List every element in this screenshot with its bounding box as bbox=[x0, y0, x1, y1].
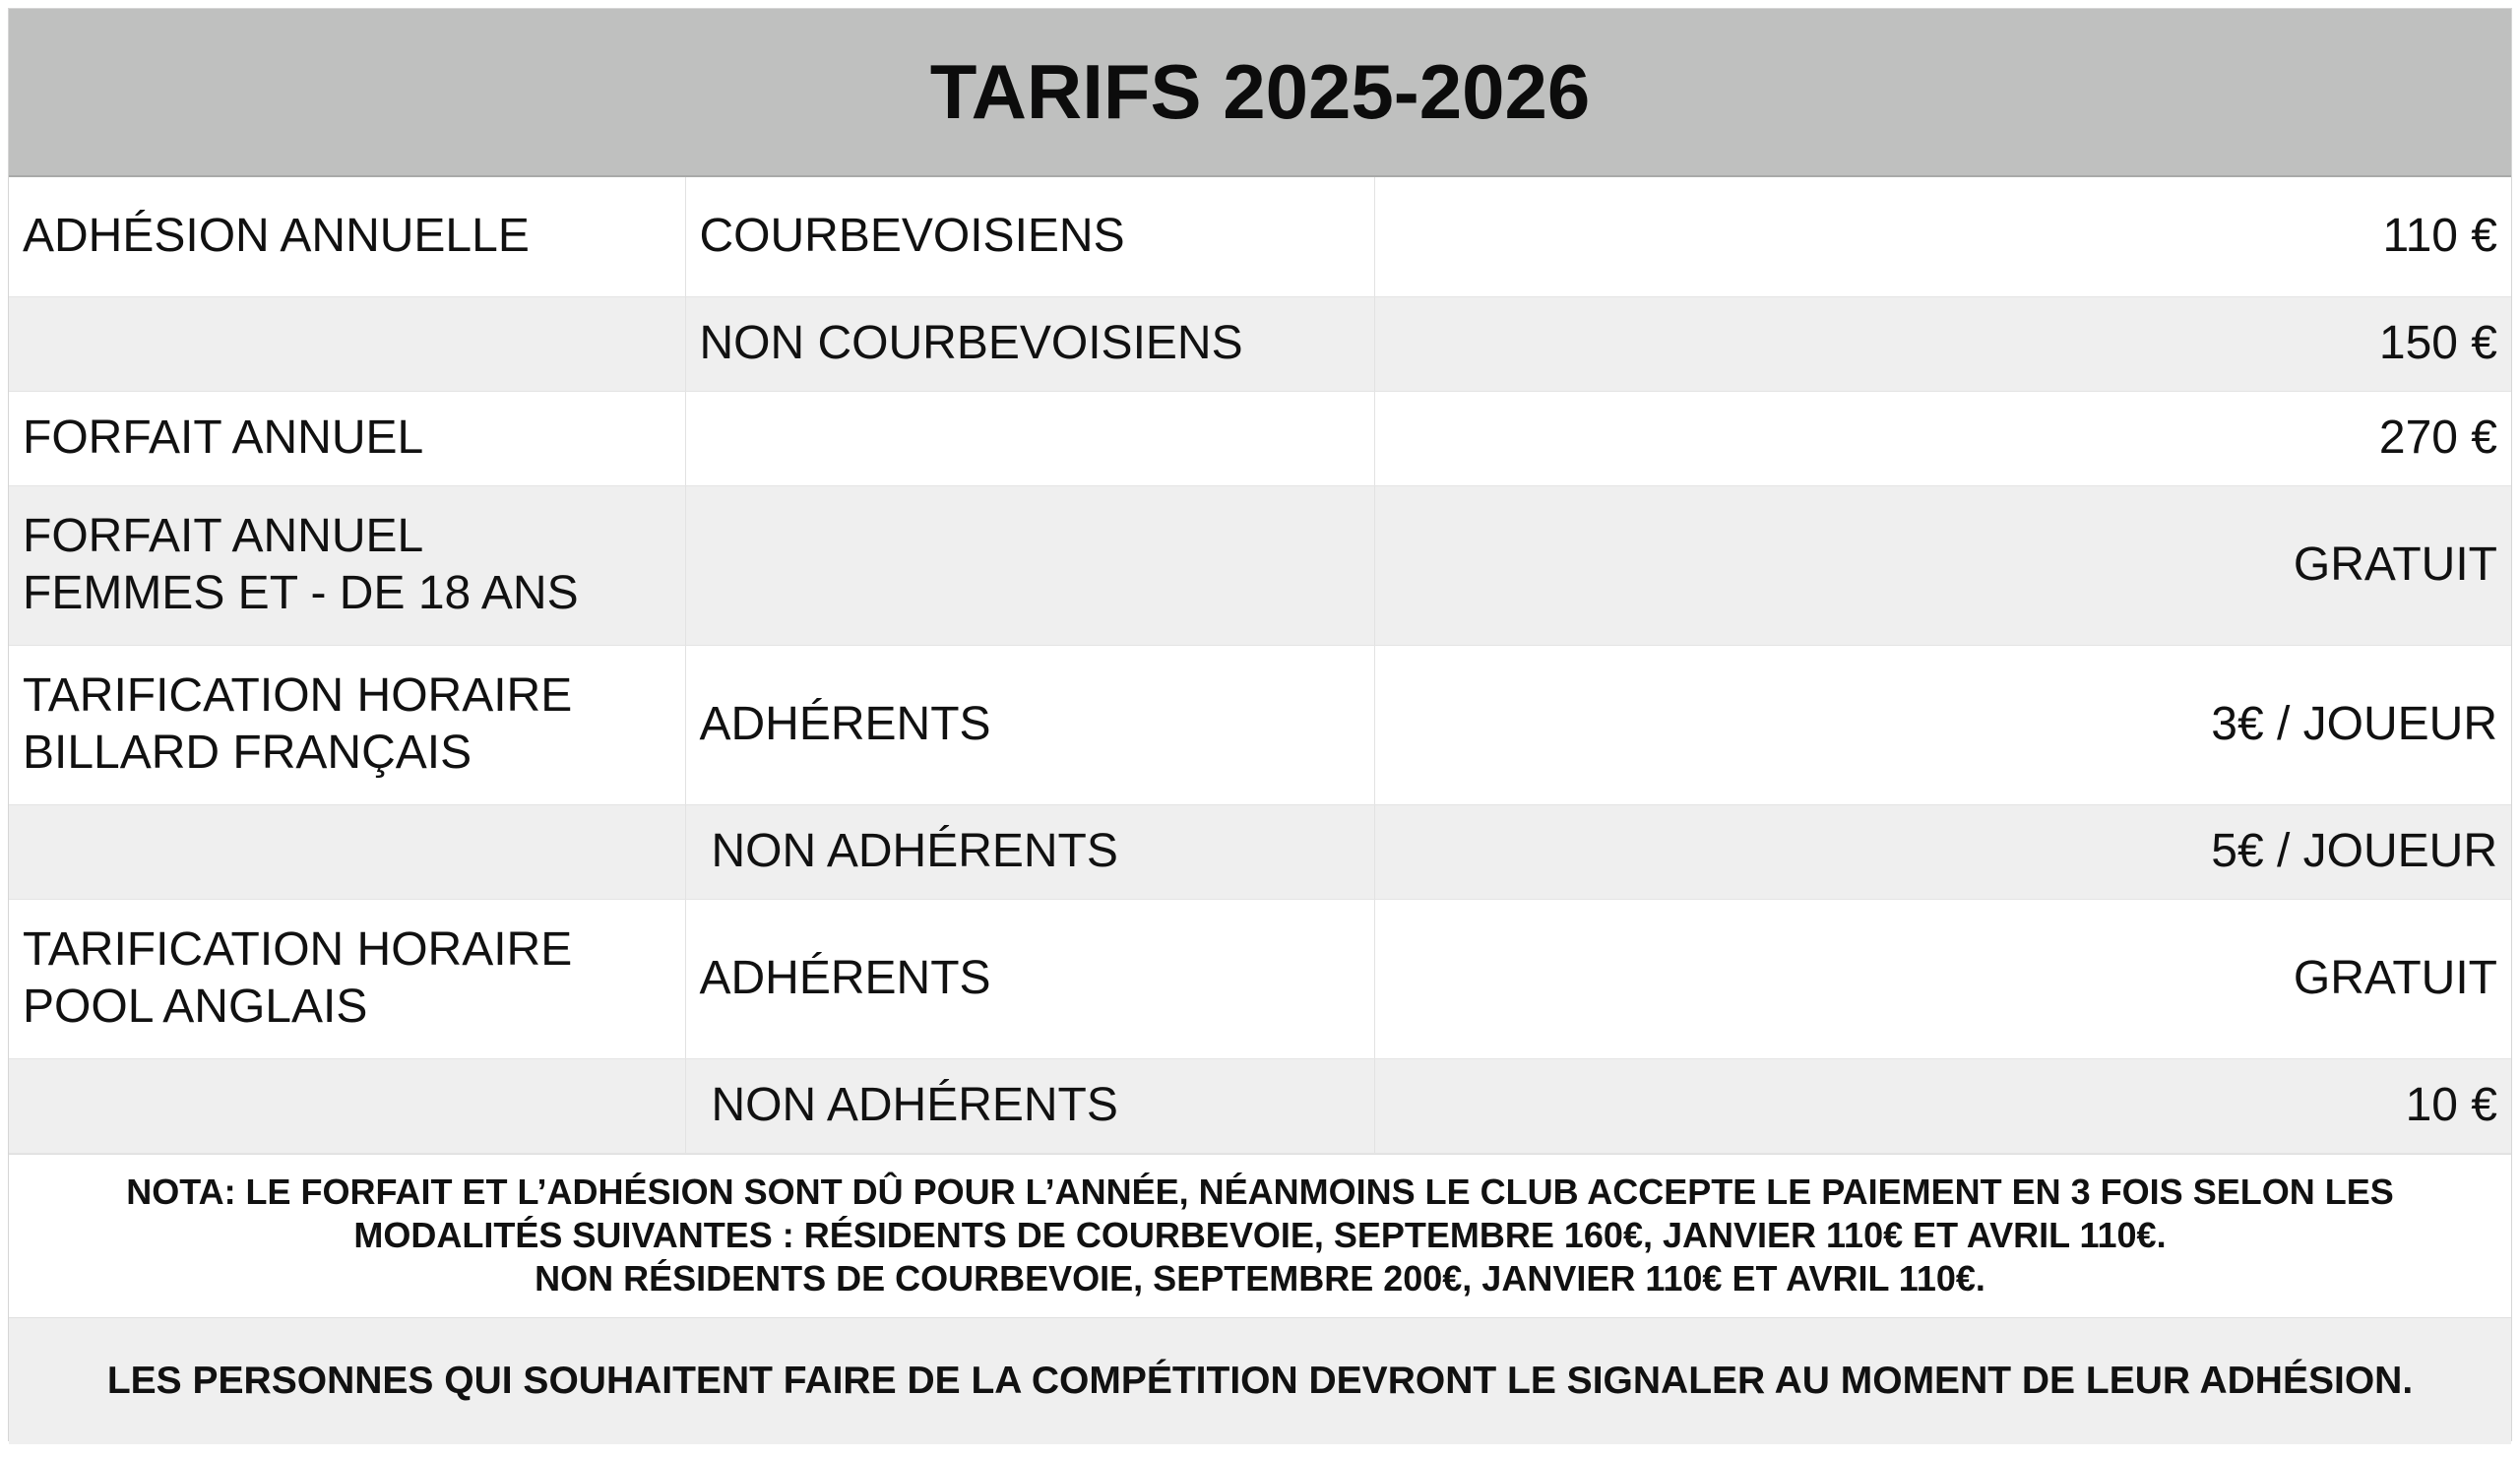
table-row bbox=[9, 296, 2511, 391]
category-cell bbox=[9, 296, 685, 391]
category-cell bbox=[9, 1058, 685, 1153]
category-line: FEMMES ET - DE 18 ANS bbox=[23, 567, 579, 619]
category-cell bbox=[9, 485, 685, 645]
subcategory-cell: NON ADHÉRENTS bbox=[685, 1058, 1374, 1153]
table-row bbox=[9, 899, 2511, 1058]
price-cell: 5€ / JOUEUR bbox=[1374, 804, 2511, 899]
tariff-table bbox=[9, 177, 2511, 1154]
note-line: NON RÉSIDENTS DE COURBEVOIE, SEPTEMBRE 200€, JANVIER 110€ ET AVRIL 110€. bbox=[535, 1258, 1985, 1299]
price-cell: GRATUIT bbox=[1374, 899, 2511, 1058]
table-row bbox=[9, 1058, 2511, 1153]
price-cell: 10 € bbox=[1374, 1058, 2511, 1153]
category-line: TARIFICATION HORAIRE bbox=[23, 923, 573, 976]
price-cell: 150 € bbox=[1374, 296, 2511, 391]
price-cell: 270 € bbox=[1374, 391, 2511, 485]
subcategory-cell bbox=[685, 485, 1374, 645]
category-cell bbox=[9, 391, 685, 485]
table-row bbox=[9, 391, 2511, 485]
note-line: MODALITÉS SUIVANTES : RÉSIDENTS DE COURBEVOIE, SEPTEMBRE 160€, JANVIER 110€ ET AVRIL 110€. bbox=[353, 1215, 2167, 1255]
page-title: TARIFS 2025-2026 bbox=[929, 48, 1591, 135]
price-cell: 110 € bbox=[1374, 177, 2511, 296]
category-cell bbox=[9, 804, 685, 899]
category-line: POOL ANGLAIS bbox=[23, 981, 368, 1033]
tariff-sheet bbox=[8, 8, 2512, 1441]
category-line: FORFAIT ANNUEL bbox=[23, 412, 424, 464]
table-row bbox=[9, 645, 2511, 804]
subcategory-cell: COURBEVOISIENS bbox=[685, 177, 1374, 296]
subcategory-cell: NON ADHÉRENTS bbox=[685, 804, 1374, 899]
category-line: FORFAIT ANNUEL bbox=[23, 510, 424, 562]
category-line: TARIFICATION HORAIRE bbox=[23, 669, 573, 722]
category-cell bbox=[9, 645, 685, 804]
price-cell: 3€ / JOUEUR bbox=[1374, 645, 2511, 804]
subcategory-cell: NON COURBEVOISIENS bbox=[685, 296, 1374, 391]
subcategory-cell: ADHÉRENTS bbox=[685, 645, 1374, 804]
table-row bbox=[9, 177, 2511, 296]
table-row bbox=[9, 485, 2511, 645]
subcategory-cell bbox=[685, 391, 1374, 485]
subcategory-cell: ADHÉRENTS bbox=[685, 899, 1374, 1058]
price-cell: GRATUIT bbox=[1374, 485, 2511, 645]
category-cell bbox=[9, 177, 685, 296]
note-line: NOTA: LE FORFAIT ET L’ADHÉSION SONT DÛ POUR L’ANNÉE, NÉANMOINS LE CLUB ACCEPTE LE PAIEMENT EN 3 FOIS SELON LES bbox=[126, 1172, 2394, 1212]
competition-note: LES PERSONNES QUI SOUHAITENT FAIRE DE LA COMPÉTITION DEVRONT LE SIGNALER AU MOMENT DE LEUR ADHÉSION. bbox=[9, 1318, 2511, 1444]
notes-section bbox=[9, 1154, 2511, 1444]
title-bar bbox=[9, 9, 2511, 177]
payment-note bbox=[9, 1155, 2511, 1318]
category-line: ADHÉSION ANNUELLE bbox=[23, 210, 530, 263]
table-row bbox=[9, 804, 2511, 899]
category-line: BILLARD FRANÇAIS bbox=[23, 727, 472, 779]
category-cell bbox=[9, 899, 685, 1058]
